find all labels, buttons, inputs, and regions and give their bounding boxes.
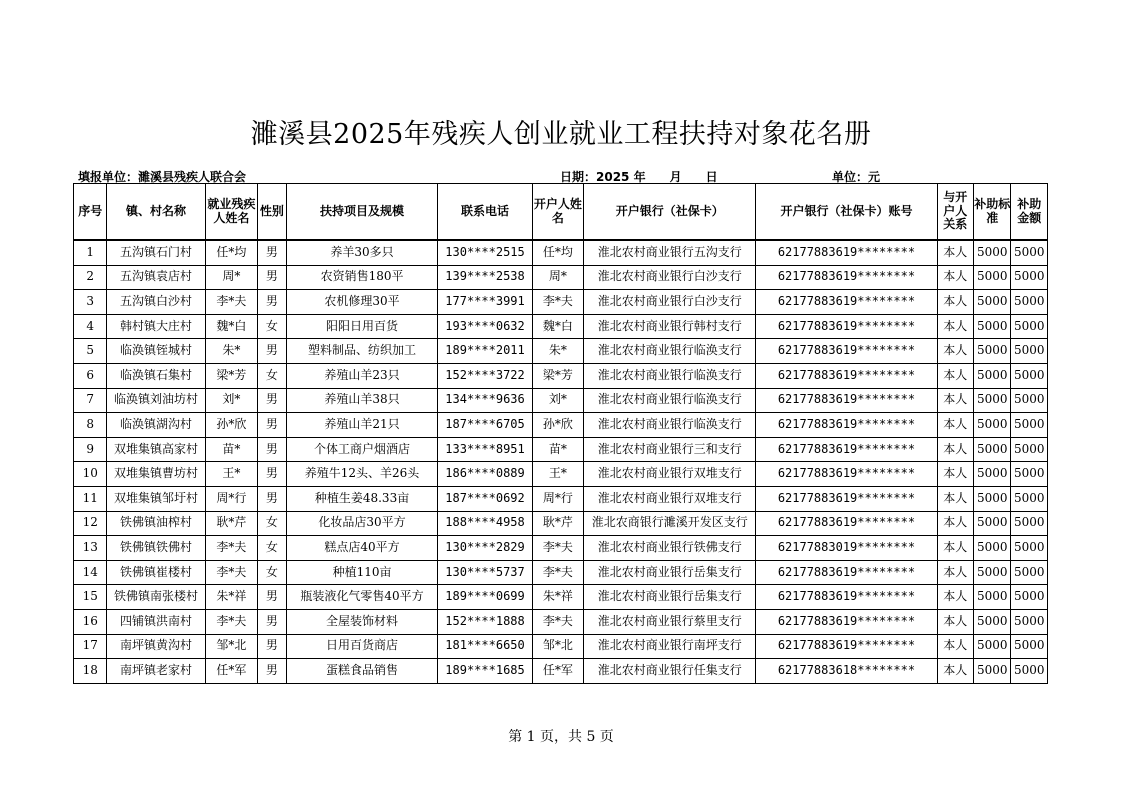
phone-cell: 188****4958 bbox=[438, 511, 532, 536]
bank-name-cell: 淮北农村商业银行临涣支行 bbox=[584, 413, 756, 438]
table-row bbox=[74, 634, 1048, 659]
beneficiary-table bbox=[73, 183, 1048, 684]
subsidy-standard-cell: 5000 bbox=[974, 609, 1011, 634]
account-number-cell: 62177883619******** bbox=[756, 462, 937, 487]
phone-cell: 152****1888 bbox=[438, 609, 532, 634]
subsidy-amount-cell: 5000 bbox=[1011, 560, 1048, 585]
col-header-account-holder: 开户人姓名 bbox=[532, 184, 584, 241]
col-header-index: 序号 bbox=[74, 184, 107, 241]
relation-cell: 本人 bbox=[937, 437, 973, 462]
subsidy-standard-cell: 5000 bbox=[974, 413, 1011, 438]
subsidy-amount-cell: 5000 bbox=[1011, 314, 1048, 339]
gender-cell: 女 bbox=[258, 363, 286, 388]
phone-cell: 139****2538 bbox=[438, 265, 532, 290]
bank-name-cell: 淮北农村商业银行白沙支行 bbox=[584, 290, 756, 315]
relation-cell: 本人 bbox=[937, 339, 973, 364]
subsidy-standard-cell: 5000 bbox=[974, 486, 1011, 511]
project-cell: 瓶装液化气零售40平方 bbox=[286, 585, 438, 610]
subsidy-standard-cell: 5000 bbox=[974, 290, 1011, 315]
phone-cell: 130****2829 bbox=[438, 536, 532, 561]
village-cell: 铁佛镇崔楼村 bbox=[107, 560, 205, 585]
account-holder-cell: 魏*白 bbox=[532, 314, 584, 339]
relation-cell: 本人 bbox=[937, 585, 973, 610]
account-number-cell: 62177883619******** bbox=[756, 290, 937, 315]
account-holder-cell: 周* bbox=[532, 265, 584, 290]
relation-cell: 本人 bbox=[937, 511, 973, 536]
village-cell: 铁佛镇铁佛村 bbox=[107, 536, 205, 561]
table-row bbox=[74, 290, 1048, 315]
phone-cell: 189****0699 bbox=[438, 585, 532, 610]
subsidy-amount-cell: 5000 bbox=[1011, 462, 1048, 487]
person-name-cell: 邹*北 bbox=[205, 634, 258, 659]
gender-cell: 男 bbox=[258, 413, 286, 438]
gender-cell: 男 bbox=[258, 634, 286, 659]
bank-name-cell: 淮北农村商业银行临涣支行 bbox=[584, 339, 756, 364]
subsidy-standard-cell: 5000 bbox=[974, 634, 1011, 659]
col-header-name: 就业残疾人姓名 bbox=[205, 184, 258, 241]
row-index-cell: 2 bbox=[74, 265, 107, 290]
relation-cell: 本人 bbox=[937, 462, 973, 487]
village-cell: 铁佛镇南张楼村 bbox=[107, 585, 205, 610]
relation-cell: 本人 bbox=[937, 560, 973, 585]
row-index-cell: 5 bbox=[74, 339, 107, 364]
relation-cell: 本人 bbox=[937, 314, 973, 339]
village-cell: 双堆集镇高家村 bbox=[107, 437, 205, 462]
village-cell: 临涣镇刘油坊村 bbox=[107, 388, 205, 413]
row-index-cell: 6 bbox=[74, 363, 107, 388]
bank-name-cell: 淮北农村商业银行临涣支行 bbox=[584, 363, 756, 388]
account-number-cell: 62177883619******** bbox=[756, 511, 937, 536]
subsidy-standard-cell: 5000 bbox=[974, 560, 1011, 585]
table-body bbox=[74, 240, 1048, 683]
phone-cell: 193****0632 bbox=[438, 314, 532, 339]
table-row bbox=[74, 265, 1048, 290]
subsidy-amount-cell: 5000 bbox=[1011, 290, 1048, 315]
subsidy-standard-cell: 5000 bbox=[974, 585, 1011, 610]
bank-name-cell: 淮北农村商业银行岳集支行 bbox=[584, 585, 756, 610]
project-cell: 养殖山羊23只 bbox=[286, 363, 438, 388]
row-index-cell: 18 bbox=[74, 659, 107, 684]
account-holder-cell: 李*夫 bbox=[532, 560, 584, 585]
bank-name-cell: 淮北农商银行濉溪开发区支行 bbox=[584, 511, 756, 536]
phone-cell: 187****6705 bbox=[438, 413, 532, 438]
row-index-cell: 3 bbox=[74, 290, 107, 315]
village-cell: 南坪镇老家村 bbox=[107, 659, 205, 684]
account-holder-cell: 李*夫 bbox=[532, 609, 584, 634]
phone-cell: 186****0889 bbox=[438, 462, 532, 487]
project-cell: 农资销售180平 bbox=[286, 265, 438, 290]
gender-cell: 女 bbox=[258, 511, 286, 536]
table-row bbox=[74, 585, 1048, 610]
subsidy-standard-cell: 5000 bbox=[974, 437, 1011, 462]
subsidy-amount-cell: 5000 bbox=[1011, 609, 1048, 634]
phone-cell: 130****5737 bbox=[438, 560, 532, 585]
phone-cell: 133****8951 bbox=[438, 437, 532, 462]
person-name-cell: 朱* bbox=[205, 339, 258, 364]
account-holder-cell: 朱*祥 bbox=[532, 585, 584, 610]
row-index-cell: 12 bbox=[74, 511, 107, 536]
table-row bbox=[74, 609, 1048, 634]
person-name-cell: 梁*芳 bbox=[205, 363, 258, 388]
account-number-cell: 62177883619******** bbox=[756, 634, 937, 659]
col-header-project: 扶持项目及规模 bbox=[286, 184, 438, 241]
bank-name-cell: 淮北农村商业银行韩村支行 bbox=[584, 314, 756, 339]
person-name-cell: 李*夫 bbox=[205, 609, 258, 634]
col-header-village: 镇、村名称 bbox=[107, 184, 205, 241]
phone-cell: 189****1685 bbox=[438, 659, 532, 684]
subsidy-amount-cell: 5000 bbox=[1011, 240, 1048, 265]
table-row bbox=[74, 339, 1048, 364]
person-name-cell: 朱*祥 bbox=[205, 585, 258, 610]
subsidy-amount-cell: 5000 bbox=[1011, 363, 1048, 388]
person-name-cell: 李*夫 bbox=[205, 290, 258, 315]
table-row bbox=[74, 659, 1048, 684]
table-row bbox=[74, 486, 1048, 511]
gender-cell: 男 bbox=[258, 240, 286, 265]
bank-name-cell: 淮北农村商业银行三和支行 bbox=[584, 437, 756, 462]
account-holder-cell: 朱* bbox=[532, 339, 584, 364]
subsidy-standard-cell: 5000 bbox=[974, 265, 1011, 290]
account-number-cell: 62177883619******** bbox=[756, 388, 937, 413]
relation-cell: 本人 bbox=[937, 363, 973, 388]
row-index-cell: 10 bbox=[74, 462, 107, 487]
row-index-cell: 11 bbox=[74, 486, 107, 511]
account-number-cell: 62177883619******** bbox=[756, 585, 937, 610]
bank-name-cell: 淮北农村商业银行双堆支行 bbox=[584, 462, 756, 487]
account-number-cell: 62177883619******** bbox=[756, 363, 937, 388]
table-row bbox=[74, 511, 1048, 536]
gender-cell: 男 bbox=[258, 486, 286, 511]
account-number-cell: 62177883619******** bbox=[756, 437, 937, 462]
person-name-cell: 魏*白 bbox=[205, 314, 258, 339]
table-row bbox=[74, 388, 1048, 413]
village-cell: 五沟镇白沙村 bbox=[107, 290, 205, 315]
account-number-cell: 62177883619******** bbox=[756, 486, 937, 511]
table-header-row bbox=[74, 184, 1048, 241]
account-holder-cell: 苗* bbox=[532, 437, 584, 462]
project-cell: 化妆品店30平方 bbox=[286, 511, 438, 536]
village-cell: 五沟镇袁店村 bbox=[107, 265, 205, 290]
gender-cell: 男 bbox=[258, 609, 286, 634]
project-cell: 塑料制品、纺织加工 bbox=[286, 339, 438, 364]
account-number-cell: 62177883619******** bbox=[756, 609, 937, 634]
subsidy-amount-cell: 5000 bbox=[1011, 486, 1048, 511]
row-index-cell: 16 bbox=[74, 609, 107, 634]
village-cell: 双堆集镇邹圩村 bbox=[107, 486, 205, 511]
account-holder-cell: 孙*欣 bbox=[532, 413, 584, 438]
subsidy-standard-cell: 5000 bbox=[974, 339, 1011, 364]
village-cell: 临涣镇湖沟村 bbox=[107, 413, 205, 438]
account-number-cell: 62177883619******** bbox=[756, 314, 937, 339]
project-cell: 全屋装饰材料 bbox=[286, 609, 438, 634]
gender-cell: 女 bbox=[258, 560, 286, 585]
subsidy-amount-cell: 5000 bbox=[1011, 388, 1048, 413]
project-cell: 养羊30多只 bbox=[286, 240, 438, 265]
table-row bbox=[74, 536, 1048, 561]
reporting-unit: 填报单位：濉溪县残疾人联合会 bbox=[78, 170, 247, 184]
report-date: 日期：2025 年 月 日 bbox=[560, 170, 718, 184]
account-number-cell: 62177883619******** bbox=[756, 240, 937, 265]
bank-name-cell: 淮北农村商业银行蔡里支行 bbox=[584, 609, 756, 634]
village-cell: 四铺镇洪南村 bbox=[107, 609, 205, 634]
subsidy-amount-cell: 5000 bbox=[1011, 536, 1048, 561]
phone-cell: 187****0692 bbox=[438, 486, 532, 511]
account-holder-cell: 王* bbox=[532, 462, 584, 487]
col-header-gender: 性别 bbox=[258, 184, 286, 241]
currency-unit: 单位：元 bbox=[832, 170, 881, 184]
account-holder-cell: 任*均 bbox=[532, 240, 584, 265]
project-cell: 种植生姜48.33亩 bbox=[286, 486, 438, 511]
person-name-cell: 王* bbox=[205, 462, 258, 487]
relation-cell: 本人 bbox=[937, 486, 973, 511]
gender-cell: 男 bbox=[258, 265, 286, 290]
subsidy-amount-cell: 5000 bbox=[1011, 413, 1048, 438]
subsidy-amount-cell: 5000 bbox=[1011, 265, 1048, 290]
project-cell: 阳阳日用百货 bbox=[286, 314, 438, 339]
bank-name-cell: 淮北农村商业银行临涣支行 bbox=[584, 388, 756, 413]
village-cell: 双堆集镇曹坊村 bbox=[107, 462, 205, 487]
bank-name-cell: 淮北农村商业银行白沙支行 bbox=[584, 265, 756, 290]
table-row bbox=[74, 560, 1048, 585]
subsidy-standard-cell: 5000 bbox=[974, 314, 1011, 339]
project-cell: 种植110亩 bbox=[286, 560, 438, 585]
account-number-cell: 62177883619******** bbox=[756, 339, 937, 364]
project-cell: 日用百货商店 bbox=[286, 634, 438, 659]
account-number-cell: 62177883619******** bbox=[756, 560, 937, 585]
subsidy-amount-cell: 5000 bbox=[1011, 437, 1048, 462]
village-cell: 临涣镇铚城村 bbox=[107, 339, 205, 364]
project-cell: 糕点店40平方 bbox=[286, 536, 438, 561]
person-name-cell: 孙*欣 bbox=[205, 413, 258, 438]
row-index-cell: 9 bbox=[74, 437, 107, 462]
person-name-cell: 耿*芹 bbox=[205, 511, 258, 536]
subsidy-standard-cell: 5000 bbox=[974, 363, 1011, 388]
table-row bbox=[74, 462, 1048, 487]
relation-cell: 本人 bbox=[937, 290, 973, 315]
page-footer: 第 1 页，共 5 页 bbox=[508, 729, 614, 745]
relation-cell: 本人 bbox=[937, 659, 973, 684]
account-number-cell: 62177883619******** bbox=[756, 265, 937, 290]
phone-cell: 130****2515 bbox=[438, 240, 532, 265]
project-cell: 农机修理30平 bbox=[286, 290, 438, 315]
phone-cell: 152****3722 bbox=[438, 363, 532, 388]
project-cell: 蛋糕食品销售 bbox=[286, 659, 438, 684]
gender-cell: 男 bbox=[258, 585, 286, 610]
subsidy-amount-cell: 5000 bbox=[1011, 511, 1048, 536]
bank-name-cell: 淮北农村商业银行南坪支行 bbox=[584, 634, 756, 659]
subsidy-amount-cell: 5000 bbox=[1011, 659, 1048, 684]
col-header-relation: 与开户人关系 bbox=[937, 184, 973, 241]
project-cell: 养殖牛12头、羊26头 bbox=[286, 462, 438, 487]
account-holder-cell: 刘* bbox=[532, 388, 584, 413]
village-cell: 铁佛镇油榨村 bbox=[107, 511, 205, 536]
account-holder-cell: 梁*芳 bbox=[532, 363, 584, 388]
village-cell: 临涣镇石集村 bbox=[107, 363, 205, 388]
page-title: 濉溪县2025年残疾人创业就业工程扶持对象花名册 bbox=[250, 119, 872, 150]
person-name-cell: 任*均 bbox=[205, 240, 258, 265]
relation-cell: 本人 bbox=[937, 536, 973, 561]
gender-cell: 男 bbox=[258, 437, 286, 462]
col-header-account-number: 开户银行（社保卡）账号 bbox=[756, 184, 937, 241]
relation-cell: 本人 bbox=[937, 388, 973, 413]
phone-cell: 181****6650 bbox=[438, 634, 532, 659]
relation-cell: 本人 bbox=[937, 413, 973, 438]
table-row bbox=[74, 363, 1048, 388]
row-index-cell: 8 bbox=[74, 413, 107, 438]
person-name-cell: 苗* bbox=[205, 437, 258, 462]
bank-name-cell: 淮北农村商业银行任集支行 bbox=[584, 659, 756, 684]
gender-cell: 男 bbox=[258, 462, 286, 487]
phone-cell: 189****2011 bbox=[438, 339, 532, 364]
table-row bbox=[74, 240, 1048, 265]
gender-cell: 男 bbox=[258, 388, 286, 413]
account-holder-cell: 周*行 bbox=[532, 486, 584, 511]
subsidy-amount-cell: 5000 bbox=[1011, 585, 1048, 610]
account-number-cell: 62177883618******** bbox=[756, 659, 937, 684]
row-index-cell: 1 bbox=[74, 240, 107, 265]
table-row bbox=[74, 314, 1048, 339]
row-index-cell: 4 bbox=[74, 314, 107, 339]
person-name-cell: 李*夫 bbox=[205, 560, 258, 585]
village-cell: 南坪镇黄沟村 bbox=[107, 634, 205, 659]
relation-cell: 本人 bbox=[937, 265, 973, 290]
col-header-bank: 开户银行（社保卡） bbox=[584, 184, 756, 241]
row-index-cell: 14 bbox=[74, 560, 107, 585]
person-name-cell: 周* bbox=[205, 265, 258, 290]
row-index-cell: 7 bbox=[74, 388, 107, 413]
bank-name-cell: 淮北农村商业银行五沟支行 bbox=[584, 240, 756, 265]
subsidy-standard-cell: 5000 bbox=[974, 659, 1011, 684]
gender-cell: 女 bbox=[258, 536, 286, 561]
account-holder-cell: 任*军 bbox=[532, 659, 584, 684]
table-row bbox=[74, 413, 1048, 438]
bank-name-cell: 淮北农村商业银行铁佛支行 bbox=[584, 536, 756, 561]
table-row bbox=[74, 437, 1048, 462]
account-holder-cell: 李*夫 bbox=[532, 290, 584, 315]
account-holder-cell: 李*夫 bbox=[532, 536, 584, 561]
relation-cell: 本人 bbox=[937, 240, 973, 265]
project-cell: 养殖山羊38只 bbox=[286, 388, 438, 413]
bank-name-cell: 淮北农村商业银行双堆支行 bbox=[584, 486, 756, 511]
village-cell: 韩村镇大庄村 bbox=[107, 314, 205, 339]
project-cell: 养殖山羊21只 bbox=[286, 413, 438, 438]
col-header-phone: 联系电话 bbox=[438, 184, 532, 241]
gender-cell: 男 bbox=[258, 659, 286, 684]
row-index-cell: 17 bbox=[74, 634, 107, 659]
village-cell: 五沟镇石门村 bbox=[107, 240, 205, 265]
subsidy-standard-cell: 5000 bbox=[974, 388, 1011, 413]
subsidy-standard-cell: 5000 bbox=[974, 240, 1011, 265]
subsidy-amount-cell: 5000 bbox=[1011, 339, 1048, 364]
col-header-subsidy-amount: 补助金额 bbox=[1011, 184, 1048, 241]
gender-cell: 男 bbox=[258, 290, 286, 315]
relation-cell: 本人 bbox=[937, 609, 973, 634]
person-name-cell: 李*夫 bbox=[205, 536, 258, 561]
relation-cell: 本人 bbox=[937, 634, 973, 659]
account-number-cell: 62177883619******** bbox=[756, 413, 937, 438]
subsidy-amount-cell: 5000 bbox=[1011, 634, 1048, 659]
gender-cell: 男 bbox=[258, 339, 286, 364]
subsidy-standard-cell: 5000 bbox=[974, 536, 1011, 561]
person-name-cell: 周*行 bbox=[205, 486, 258, 511]
account-holder-cell: 邹*北 bbox=[532, 634, 584, 659]
account-number-cell: 62177883019******** bbox=[756, 536, 937, 561]
row-index-cell: 15 bbox=[74, 585, 107, 610]
phone-cell: 177****3991 bbox=[438, 290, 532, 315]
person-name-cell: 刘* bbox=[205, 388, 258, 413]
subsidy-standard-cell: 5000 bbox=[974, 511, 1011, 536]
bank-name-cell: 淮北农村商业银行岳集支行 bbox=[584, 560, 756, 585]
subsidy-standard-cell: 5000 bbox=[974, 462, 1011, 487]
person-name-cell: 任*军 bbox=[205, 659, 258, 684]
row-index-cell: 13 bbox=[74, 536, 107, 561]
phone-cell: 134****9636 bbox=[438, 388, 532, 413]
project-cell: 个体工商户烟酒店 bbox=[286, 437, 438, 462]
account-holder-cell: 耿*芹 bbox=[532, 511, 584, 536]
gender-cell: 女 bbox=[258, 314, 286, 339]
col-header-subsidy-standard: 补助标准 bbox=[974, 184, 1011, 241]
